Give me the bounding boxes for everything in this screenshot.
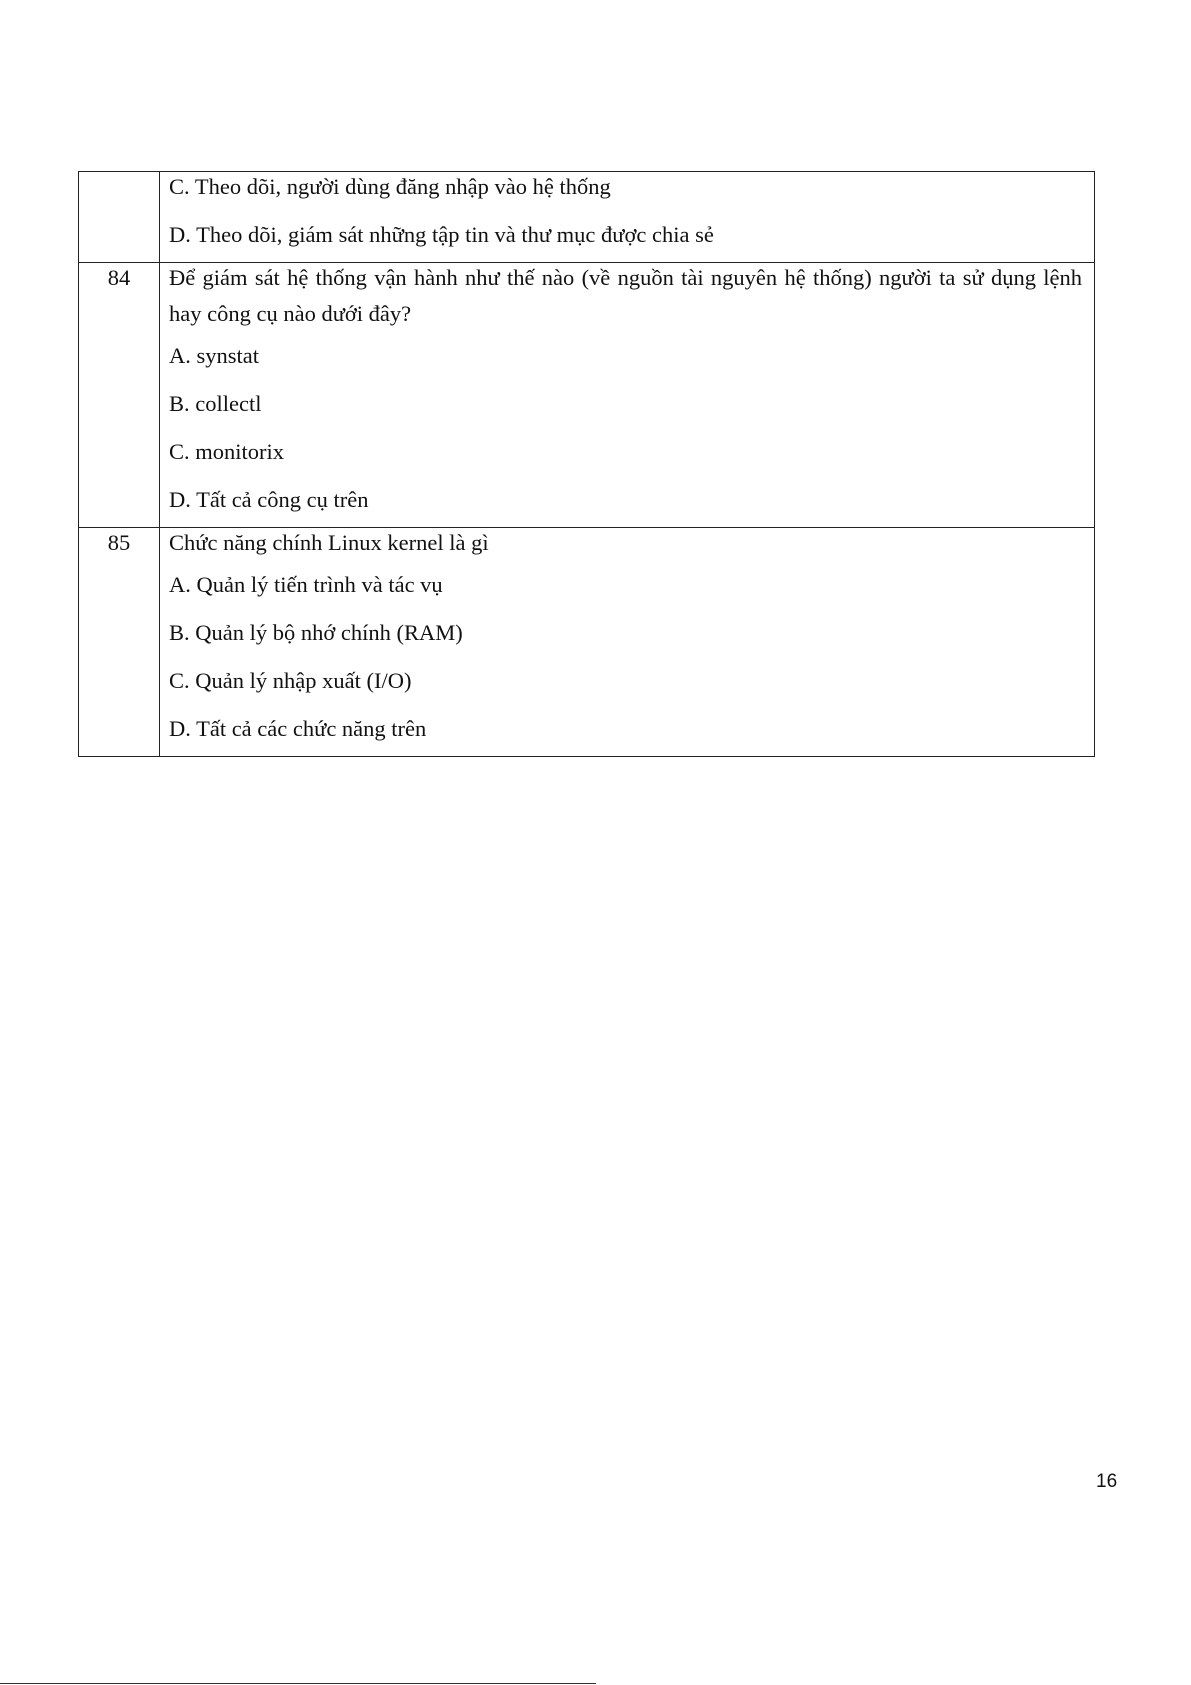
- question-table: [78, 171, 1095, 757]
- answer-option: D. Tất cả các chức năng trên: [169, 716, 427, 741]
- answer-option: A. synstat: [169, 343, 259, 368]
- question-content-cell: [160, 528, 1095, 757]
- answer-option: C. monitorix: [169, 439, 285, 464]
- question-text: Để giám sát hệ thống vận hành như thế nào (về nguồn tài nguyên hệ thống) người ta sử dụng lệnh hay công cụ nào dưới đây?: [169, 265, 1082, 326]
- question-content-cell: [160, 263, 1095, 528]
- table-row: [79, 172, 1095, 263]
- question-number: 84: [107, 265, 131, 290]
- question-content-cell: [160, 172, 1095, 263]
- question-number: 85: [107, 530, 131, 555]
- answer-option: C. Quản lý nhập xuất (I/O): [169, 668, 412, 693]
- page-number: 16: [1096, 1471, 1118, 1492]
- answer-option: B. Quản lý bộ nhớ chính (RAM): [169, 620, 463, 645]
- table-row: [79, 528, 1095, 757]
- answer-option: B. collectl: [169, 391, 262, 416]
- answer-option: C. Theo dõi, người dùng đăng nhập vào hệ thống: [169, 174, 611, 199]
- question-text: Chức năng chính Linux kernel là gì: [169, 530, 489, 555]
- answer-option: A. Quản lý tiến trình và tác vụ: [169, 572, 443, 597]
- question-number-cell: [79, 528, 160, 757]
- footnote-separator: [0, 1683, 596, 1684]
- answer-option: D. Tất cả công cụ trên: [169, 487, 369, 512]
- answer-option: D. Theo dõi, giám sát những tập tin và thư mục được chia sẻ: [169, 222, 714, 247]
- table-row: [79, 263, 1095, 528]
- question-number-cell: [79, 263, 160, 528]
- question-number-cell: [79, 172, 160, 263]
